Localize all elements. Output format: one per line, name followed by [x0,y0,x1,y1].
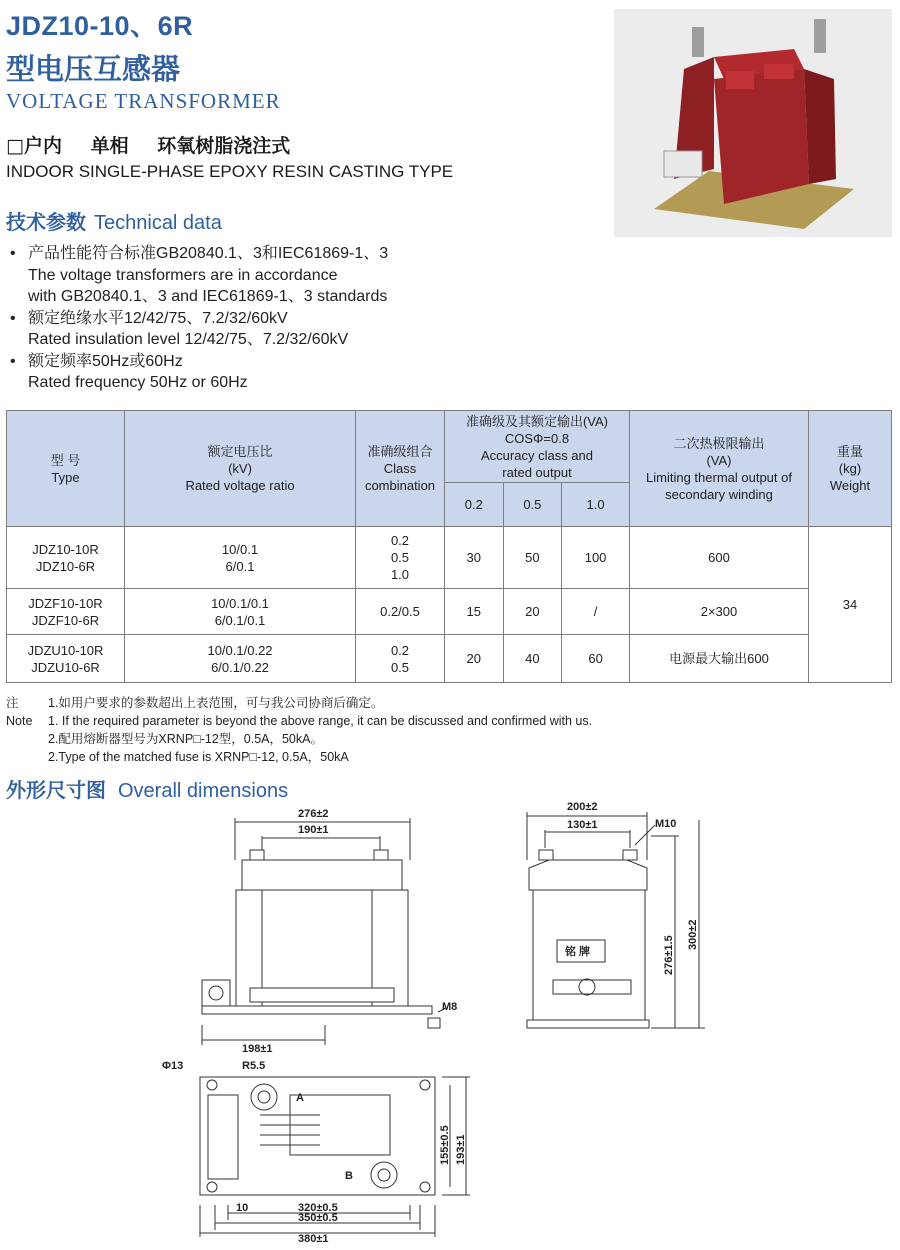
type-single-phase: 单相 [90,135,129,157]
technical-data-heading [6,206,222,235]
table-cell-text: Weight [829,478,871,493]
table-cell-text: JDZ10-10R [32,541,99,557]
product-title-en: VOLTAGE TRANSFORMER [6,89,281,113]
table-cell-text: JDZU10-10R [27,642,104,658]
bullet-line: 产品性能符合标准GB20840.1、3和IEC61869-1、3 [28,245,389,262]
table-cell-text: 型 号 [50,452,81,468]
table-row [7,527,892,589]
table-cell-text: Type [51,469,80,485]
header-type [7,411,125,527]
product-type-en: INDOOR SINGLE-PHASE EPOXY RESIN CASTING TYPE [6,162,454,181]
tech-heading-cn: 技术参数 [6,210,86,234]
note-line [6,748,592,766]
product-type-cn [6,131,312,158]
header-class [356,411,445,527]
cell-type [7,527,125,589]
cell-class [356,589,445,635]
dim-heading-en: Overall dimensions [118,780,289,802]
terminal-b-label: B [345,1170,353,1182]
table-cell-text: JDZU10-6R [31,659,100,675]
table-cell-text: 10/0.1/0.22 [207,642,273,658]
bottom-view-drawing [160,1055,480,1245]
notes [6,694,592,766]
cell-acc-05: 40 [503,635,562,683]
table-cell-text: 1.0 [390,567,410,582]
cell-type [7,589,125,635]
dim-bottom-350: 350±0.5 [298,1212,338,1224]
terminal-a-label: A [296,1092,304,1104]
note-text: 1. If the required parameter is beyond the above range, it can be discussed and confirmed with us. [48,714,593,728]
note-line [6,730,592,748]
cell-class [356,527,445,589]
dim-front-m8: M8 [442,1001,458,1013]
cell-type [7,635,125,683]
table-cell-text: (kV) [228,461,252,476]
table-cell-text: JDZ10-6R [35,558,96,574]
spec-table [6,410,892,683]
table-cell-text: 二次热极限输出 [673,435,765,451]
bullet-standard [10,243,388,308]
table-cell-text: 0.2 [390,642,410,658]
table-cell-text: 0.2 [390,533,410,548]
table-cell-text: JDZF10-10R [28,595,103,611]
cell-class [356,635,445,683]
table-cell-text: 0.5 [390,550,410,565]
table-cell-text: (VA) [706,452,732,468]
table-cell-text: 10/0.1/0.1 [211,595,269,611]
table-cell-text: Rated voltage ratio [185,478,295,493]
header-acc-02: 0.2 [445,483,504,527]
dim-side-130: 130±1 [567,819,598,831]
cell-acc-10: 100 [562,527,630,589]
type-epoxy: 环氧树脂浇注式 [157,135,291,157]
drawing-lines [202,818,446,1045]
product-model-title: JDZ10-10、6R [6,11,194,41]
table-cell-text: 0.2/0.5 [380,604,420,619]
cell-acc-05: 20 [503,589,562,635]
bullet-line: 额定绝缘水平12/42/75、7.2/32/60kV [28,309,288,327]
dim-front-198: 198±1 [242,1043,273,1055]
cell-acc-10: 60 [562,635,630,683]
tech-heading-en: Technical data [94,212,222,234]
header-accuracy [445,411,630,483]
cell-acc-02: 15 [445,589,504,635]
table-cell-text: Accuracy class and [481,447,593,463]
dim-bottom-phi13: Φ13 [162,1060,184,1072]
bullet-line: Rated frequency 50Hz or 60Hz [28,374,248,391]
bullet-line: with GB20840.1、3 and IEC61869-1、3 standards [28,288,388,305]
transformer-photo-illustration [614,9,892,237]
dim-bottom-380: 380±1 [298,1233,329,1245]
bullet-line: 额定频率50Hz或60Hz [28,352,183,370]
cell-thermal: 电源最大输出600 [630,635,809,683]
dim-side-300: 300±2 [687,919,699,950]
table-cell-text: 准确级及其额定输出(VA) [465,413,609,429]
front-view-drawing [180,800,470,1060]
technical-bullets [10,243,388,394]
note-line [6,694,592,712]
table-row [7,635,892,683]
bullet-dot: • [10,352,16,370]
cell-acc-05: 50 [503,527,562,589]
note-text: Note [6,714,33,728]
table-cell-text: Class [383,461,417,476]
dim-bottom-320: 320±0.5 [298,1202,338,1214]
table-cell-text: rated output [502,464,572,480]
bullet-dot: • [10,309,16,327]
product-photo [614,9,892,237]
table-cell-text: 6/0.1 [225,558,255,574]
table-cell-text: 准确级组合 [367,444,433,459]
side-nameplate-label: 铭 牌 [565,946,591,958]
cell-ratio [125,635,356,683]
table-cell-text: 6/0.1/0.1 [214,612,266,628]
table-cell-text: Limiting thermal output of [646,469,792,485]
dim-bottom-10: 10 [236,1202,249,1214]
table-cell-text: 重量 [836,444,863,459]
dim-bottom-193: 193±1 [455,1134,467,1165]
cell-acc-02: 30 [445,527,504,589]
side-view-drawing [515,800,725,1050]
table-cell-text: combination [364,478,436,493]
dim-side-m10: M10 [655,818,677,830]
header-acc-10: 1.0 [562,483,630,527]
table-cell-text: 额定电压比 [207,444,273,459]
cell-acc-02: 20 [445,635,504,683]
table-cell-text: 10/0.1 [221,541,259,557]
table-cell-text: (kg) [838,461,862,476]
table-cell-text: 6/0.1/0.22 [211,659,269,675]
product-title-cn: 型电压互感器 [6,52,181,86]
table-row [7,589,892,635]
note-text: 2.配用熔断器型号为XRNP□-12型，0.5A，50kA。 [48,732,323,746]
cell-thermal: 600 [630,527,809,589]
note-text: 2.Type of the matched fuse is XRNP□-12, 0.5A，50kA [48,750,349,764]
type-indoor: □户内 [6,135,62,157]
bullet-frequency [10,351,388,394]
cell-ratio [125,589,356,635]
dim-side-276: 276±1.5 [663,935,675,975]
note-line [6,712,592,730]
dim-front-276: 276±2 [298,808,329,820]
dim-bottom-r55: R5.5 [242,1060,266,1072]
dim-front-190: 190±1 [298,824,329,836]
bullet-line: Rated insulation level 12/42/75、7.2/32/60kV [28,331,349,348]
header-ratio [125,411,356,527]
table-cell-text: COSΦ=0.8 [504,430,570,446]
dim-bottom-155: 155±0.5 [439,1125,451,1165]
table-cell-text: JDZF10-6R [31,612,100,628]
dim-heading-cn: 外形尺寸图 [6,778,106,802]
bullet-dot: • [10,245,16,262]
cell-weight: 34 [809,527,892,683]
note-text: 1.如用户要求的参数超出上表范围，可与我公司协商后确定。 [48,696,384,710]
table-cell-text: 0.5 [390,659,410,675]
header-thermal [630,411,809,527]
table-cell-text: secondary winding [665,486,773,502]
header-acc-05: 0.5 [503,483,562,527]
bullet-insulation [10,308,388,351]
note-text: 注 [6,696,19,710]
cell-acc-10: / [562,589,630,635]
header-weight [809,411,892,527]
drawing-lines [527,812,705,1028]
bullet-line: The voltage transformers are in accordance [28,266,338,284]
dimensions-heading [6,774,288,803]
cell-ratio [125,527,356,589]
cell-thermal: 2×300 [630,589,809,635]
dim-side-200: 200±2 [567,801,598,813]
